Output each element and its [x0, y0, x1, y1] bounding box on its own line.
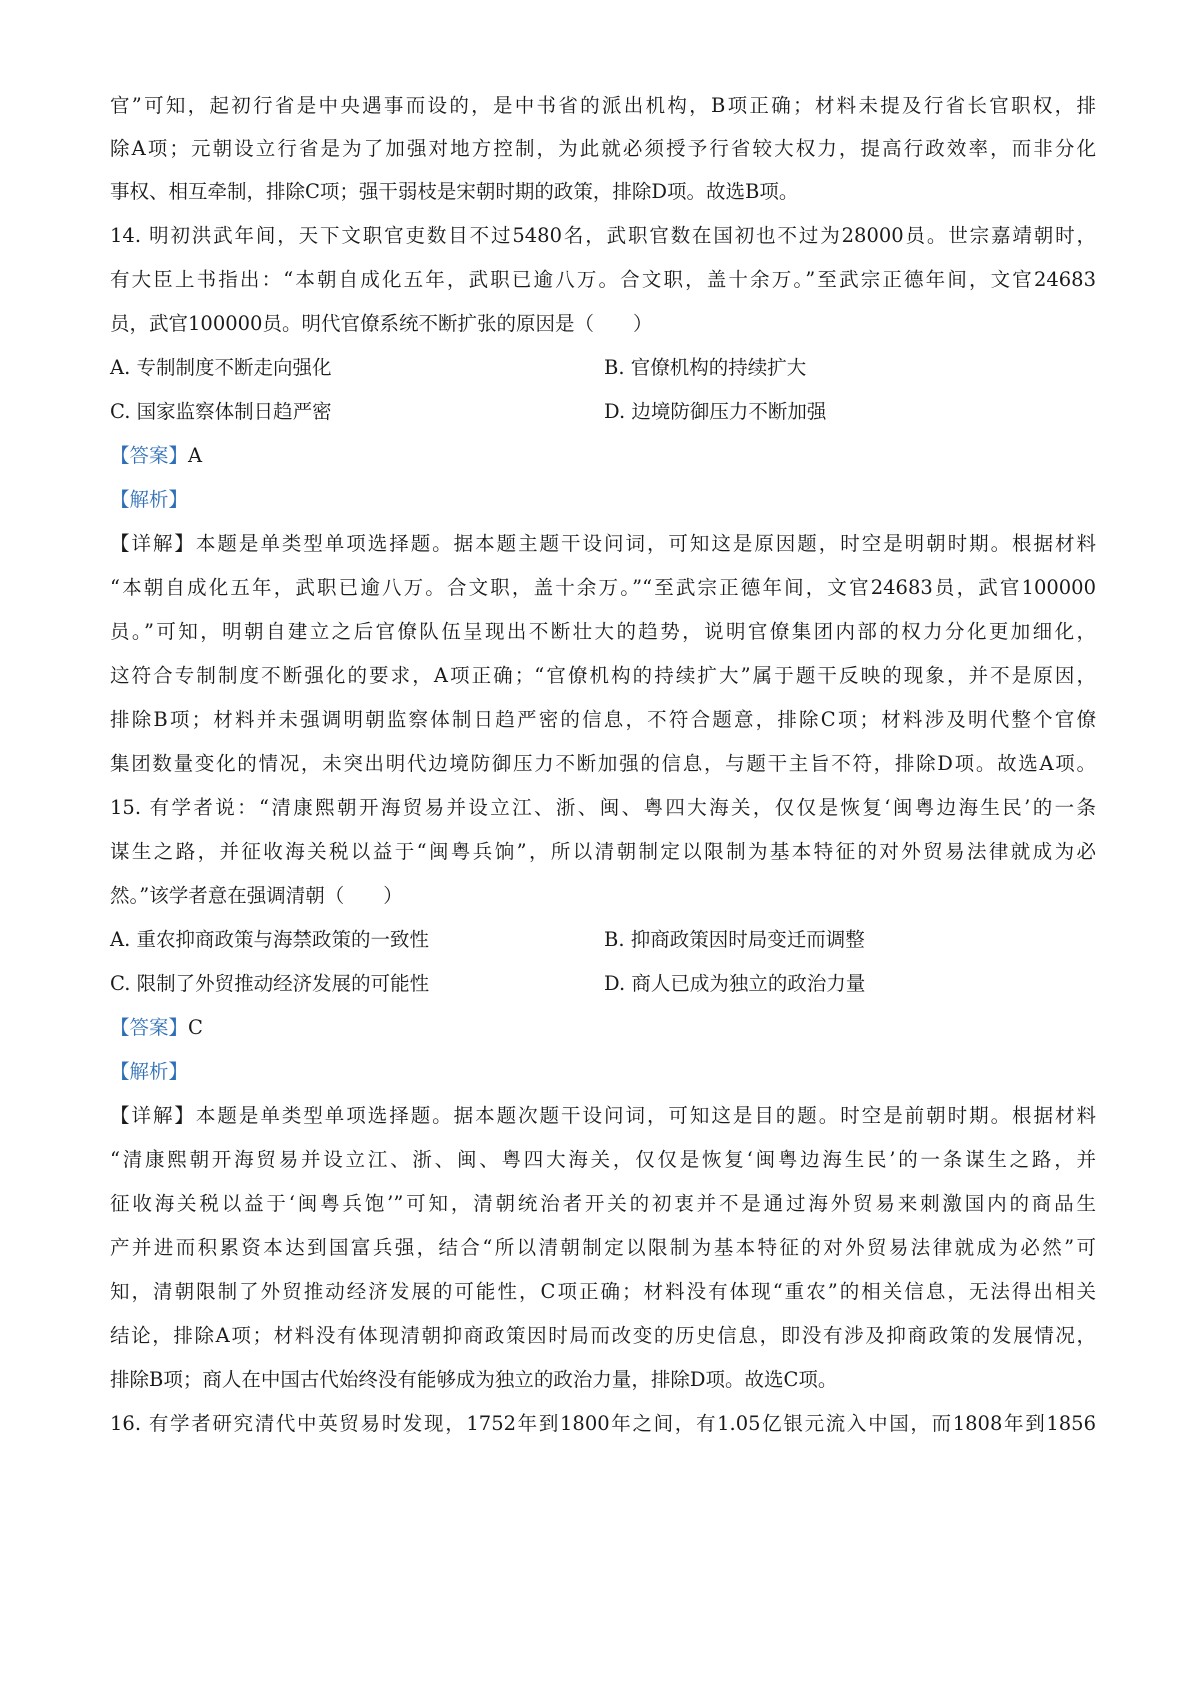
detail-tag: 【详解】: [110, 532, 196, 555]
q15-stem-line: 15. 有学者说：“清康熙朝开海贸易并设立江、浙、闽、粤四大海关，仅仅是恢复‘闽粤边海生民’的一条: [110, 796, 1096, 819]
q15-detail-line: 知，清朝限制了外贸推动经济发展的可能性，C项正确；材料没有体现“重农”的相关信息，无法得出相关: [110, 1280, 1096, 1303]
answer-tag: 【答案】: [110, 444, 189, 467]
q15-detail-line: 产并进而积累资本达到国富兵强，结合“所以清朝制定以限制为基本特征的对外贸易法律就成为必然”可: [110, 1236, 1096, 1259]
analysis-tag: 【解析】: [110, 488, 189, 511]
prev-analysis-line: 除A项；元朝设立行省是为了加强对地方控制，为此就必须授予行省较大权力，提高行政效率，而非分化: [110, 137, 1096, 160]
q15-option-d: D. 商人已成为独立的政治力量: [604, 972, 866, 995]
q15-option-a: A. 重农抑商政策与海禁政策的一致性: [110, 928, 429, 951]
q15-detail-line: 排除B项；商人在中国古代始终没有能够成为独立的政治力量，排除D项。故选C项。: [110, 1368, 838, 1391]
q15-analysis-heading: [110, 1058, 188, 1086]
q14-answer: [110, 442, 202, 470]
detail-text: 本题是单类型单项选择题。据本题主题干设问词，可知这是原因题，时空是明朝时期。根据材料: [195, 532, 1096, 555]
q15-detail-line: “清康熙朝开海贸易并设立江、浙、闽、粤四大海关，仅仅是恢复‘闽粤边海生民’的一条谋生之路，并: [110, 1148, 1096, 1171]
q14-detail-line: “本朝自成化五年，武职已逾八万。合文职，盖十余万。”“至武宗正德年间，文官24683员，武官100000: [110, 576, 1096, 599]
q14-detail-line: 排除B项；材料并未强调明朝监察体制日趋严密的信息，不符合题意，排除C项；材料涉及明代整个官僚: [110, 708, 1096, 731]
prev-analysis-line: 事权、相互牵制，排除C项；强干弱枝是宋朝时期的政策，排除D项。故选B项。: [110, 180, 799, 203]
q14-detail-line: 这符合专制制度不断强化的要求，A项正确；“官僚机构的持续扩大”属于题干反映的现象，并不是原因，: [110, 664, 1096, 687]
q14-detail-line: 集团数量变化的情况，未突出明代边境防御压力不断加强的信息，与题干主旨不符，排除D项。故选A项。: [110, 752, 1096, 775]
analysis-tag: 【解析】: [110, 1060, 189, 1083]
q14-analysis-heading: [110, 486, 188, 514]
q15-option-b: B. 抑商政策因时局变迁而调整: [604, 928, 865, 951]
q15-detail-line: 结论，排除A项；材料没有体现清朝抑商政策因时局而改变的历史信息，即没有涉及抑商政策的发展情况，: [110, 1324, 1096, 1347]
q15-detail-line: [110, 1102, 1096, 1130]
answer-tag: 【答案】: [110, 1016, 189, 1039]
q14-stem-line: 员，武官100000员。明代官僚系统不断扩张的原因是（ ）: [110, 312, 653, 335]
q14-option-a: A. 专制制度不断走向强化: [110, 356, 332, 379]
prev-analysis-line: 官”可知，起初行省是中央遇事而设的，是中书省的派出机构，B项正确；材料未提及行省长官职权，排: [110, 94, 1096, 117]
q14-option-d: D. 边境防御压力不断加强: [604, 400, 827, 423]
q14-detail-line: 员。”可知，明朝自建立之后官僚队伍呈现出不断壮大的趋势，说明官僚集团内部的权力分化更加细化，: [110, 620, 1096, 643]
q14-detail-line: [110, 530, 1096, 558]
q15-stem-line: 谋生之路，并征收海关税以益于“闽粤兵饷”，所以清朝制定以限制为基本特征的对外贸易法律就成为必: [110, 840, 1096, 863]
q14-stem-line: 有大臣上书指出：“本朝自成化五年，武职已逾八万。合文职，盖十余万。”至武宗正德年间，文官24683: [110, 268, 1096, 291]
q16-stem-line: 16. 有学者研究清代中英贸易时发现，1752年到1800年之间，有1.05亿银元流入中国，而1808年到1856: [110, 1412, 1096, 1435]
detail-tag: 【详解】: [110, 1104, 196, 1127]
q15-detail-line: 征收海关税以益于‘闽粤兵饱’”可知，清朝统治者开关的初衷并不是通过海外贸易来刺激国内的商品生: [110, 1192, 1096, 1215]
q14-stem-line: 14. 明初洪武年间，天下文职官吏数目不过5480名，武职官数在国初也不过为28000员。世宗嘉靖朝时，: [110, 224, 1096, 247]
answer-value: C: [188, 1016, 203, 1039]
q15-answer: [110, 1014, 203, 1042]
q14-option-b: B. 官僚机构的持续扩大: [604, 356, 807, 379]
q14-option-c: C. 国家监察体制日趋严密: [110, 400, 332, 423]
answer-value: A: [188, 444, 203, 467]
q15-option-c: C. 限制了外贸推动经济发展的可能性: [110, 972, 430, 995]
detail-text: 本题是单类型单项选择题。据本题次题干设问词，可知这是目的题。时空是前朝时期。根据材料: [195, 1104, 1096, 1127]
q15-stem-line: 然。”该学者意在强调清朝（ ）: [110, 884, 403, 907]
